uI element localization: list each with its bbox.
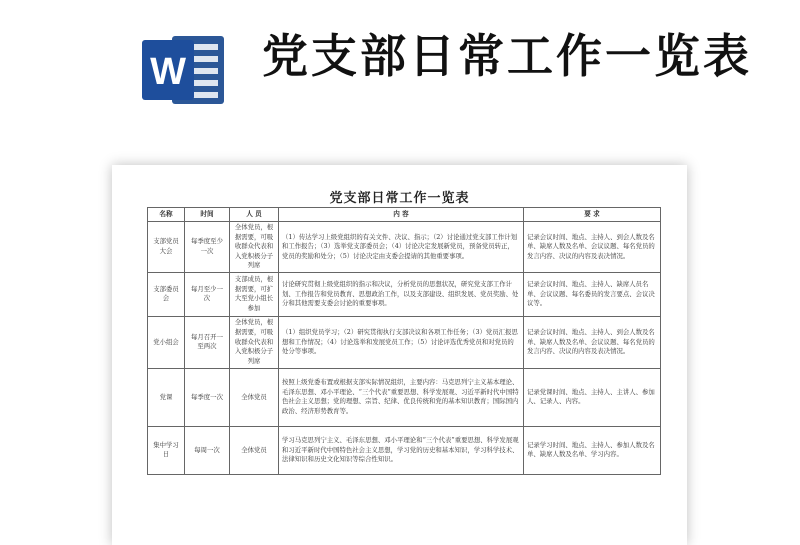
svg-text:W: W	[150, 51, 186, 93]
cell-name: 党课	[148, 368, 185, 426]
table-row	[148, 272, 661, 316]
cell-content: 按照上级党委布置或根据支部实际情况组织，主要内容：马克思列宁主义基本理论、毛泽东思想、邓小平理论、“三个代表”重要思想、科学发展观、习近平新时代中国特色社会主义思想；党的理想、宗旨、纪律、优良传统和党的基本知识教育；国际国内政治、经济形势教育等。	[279, 368, 524, 426]
cell-time: 每季度至少一次	[185, 222, 230, 273]
cell-time: 每月至少一次	[185, 272, 230, 316]
cell-name: 党小组会	[148, 316, 185, 368]
table-row	[148, 222, 661, 273]
cell-name: 支部委员会	[148, 272, 185, 316]
cell-time: 每季度一次	[185, 368, 230, 426]
cell-people: 全体党员，根据需要，可吸收群众代表和入党积极分子列席	[230, 222, 279, 273]
cell-name: 支部党员大会	[148, 222, 185, 273]
cell-requirement: 记录党课时间、地点、主持人、主讲人、参加人、记录人、内容。	[524, 368, 661, 426]
cell-content: 讨论研究贯彻上级党组织的指示和决议，分析党员的思想状况，研究党支部工作计划、工作报告和党员教育、思想政治工作，以及支部建设、组织发展、党员奖励、处分和其他需要支委会讨论的重要事项。	[279, 272, 524, 316]
cell-requirement: 记录会议时间、地点、主持人、到会人数及名单、缺席人数及名单、会议议题、每名党员的发言内容、决议的内容及表决情况。	[524, 316, 661, 368]
page-headline: 党支部日常工作一览表	[262, 29, 752, 83]
cell-content: （1）传达学习上级党组织的有关文件、决议、指示；（2）讨论通过党支部工作计划和工作报告；（3）选举党支部委员会；（4）讨论决定发展新党员，预备党员转正，党员的奖励和处分；（5）讨论决定由支委会提请的其他重要事项。	[279, 222, 524, 273]
cell-content: （1）组织党员学习；（2）研究贯彻执行支部决议和各项工作任务；（3）党员汇报思想和工作情况；（4）讨论选举和发展党员工作；（5）讨论评选优秀党员和对党员的处分等事项。	[279, 316, 524, 368]
cell-people: 支部成员，根据需要，可扩大至党小组长参加	[230, 272, 279, 316]
cell-requirement: 记录会议时间、地点、主持人、缺席人员名单、会议议题、每名委员的发言要点、会议决议等。	[524, 272, 661, 316]
schedule-table	[147, 207, 661, 475]
word-document-icon	[142, 32, 226, 108]
cell-requirement: 记录学习时间、地点、主持人、参加人数及名单、缺席人数及名单、学习内容。	[524, 426, 661, 474]
cell-time: 每月召开一至两次	[185, 316, 230, 368]
document-page	[112, 165, 687, 545]
table-row	[148, 368, 661, 426]
cell-name: 集中学习日	[148, 426, 185, 474]
cell-requirement: 记录会议时间、地点、主持人、到会人数及名单、缺席人数及名单、会议议题、每名党员的发言内容、决议的内容及表决情况。	[524, 222, 661, 273]
header-people: 人 员	[230, 208, 279, 222]
header-requirement: 要 求	[524, 208, 661, 222]
table-row	[148, 426, 661, 474]
table-row	[148, 316, 661, 368]
header-content: 内 容	[279, 208, 524, 222]
cell-people: 全体党员	[230, 368, 279, 426]
cell-time: 每周一次	[185, 426, 230, 474]
document-title: 党支部日常工作一览表	[329, 191, 470, 206]
cell-content: 学习马克思列宁主义、毛泽东思想、邓小平理论和“三个代表”重要思想、科学发展观和习近平新时代中国特色社会主义思想，学习党的历史和基本知识，学习科学技术、法律知识和历史文化知识等综合性知识。	[279, 426, 524, 474]
header-name: 名称	[148, 208, 185, 222]
header-time: 时间	[185, 208, 230, 222]
cell-people: 全体党员	[230, 426, 279, 474]
table-header-row	[148, 208, 661, 222]
cell-people: 全体党员，根据需要，可吸收群众代表和入党积极分子列席	[230, 316, 279, 368]
